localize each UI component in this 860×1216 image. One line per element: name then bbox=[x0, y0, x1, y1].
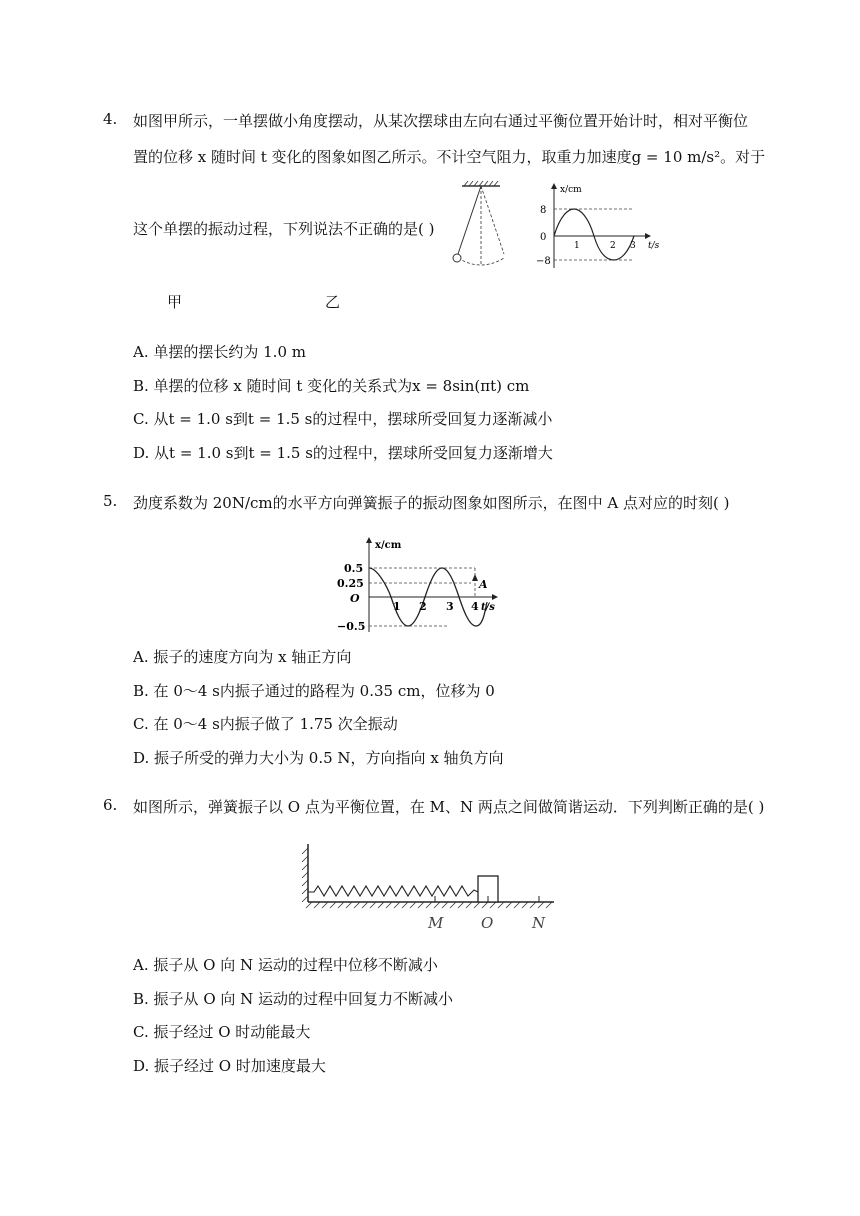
q6-option-d: D. 振子经过 O 时加速度最大 bbox=[133, 1057, 326, 1075]
q5-graph-ytick-m05: −0.5 bbox=[337, 620, 366, 633]
q5-stem: 劲度系数为 20N/cm的水平方向弹簧振子的振动图象如图所示，在图中 A 点对应的时刻( ) bbox=[133, 494, 730, 512]
q5-xt-graph bbox=[335, 536, 505, 634]
q6-option-b: B. 振子从 O 向 N 运动的过程中回复力不断减小 bbox=[133, 990, 454, 1008]
q5-graph-ytick-o: O bbox=[350, 592, 360, 605]
pendulum-figure bbox=[448, 180, 512, 272]
q4-option-c: C. 从t = 1.0 s到t = 1.5 s的过程中，摆球所受回复力逐渐减小 bbox=[133, 410, 553, 428]
q5-graph-xtick-4: 4 bbox=[471, 600, 479, 613]
q5-graph-ytick-025: 0.25 bbox=[337, 577, 364, 590]
q5-graph-xtick-1: 1 bbox=[393, 600, 401, 613]
q4-stem-line2: 置的位移 x 随时间 t 变化的图象如图乙所示。不计空气阻力，取重力加速度g = 10 m/s²。对于 bbox=[133, 148, 766, 166]
q4-label-yi: 乙 bbox=[325, 293, 341, 311]
q5-number: 5. bbox=[103, 492, 118, 510]
q4-option-a: A. 单摆的摆长约为 1.0 m bbox=[133, 343, 306, 361]
q4-stem-line1: 如图甲所示，一单摆做小角度摆动，从某次摆球由左向右通过平衡位置开始计时，相对平衡位 bbox=[133, 112, 749, 130]
q5-graph-ylabel: x/cm bbox=[375, 540, 402, 551]
q5-option-b: B. 在 0～4 s内振子通过的路程为 0.35 cm，位移为 0 bbox=[133, 682, 495, 700]
q5-graph-xtick-2: 2 bbox=[419, 600, 427, 613]
q4-graph-ytick-top: 8 bbox=[540, 205, 547, 216]
q5-graph-point-a: A bbox=[479, 578, 488, 591]
q4-graph-xlabel: t/s bbox=[648, 241, 660, 251]
q4-option-b: B. 单摆的位移 x 随时间 t 变化的关系式为x = 8sin(πt) cm bbox=[133, 377, 530, 395]
q6-number: 6. bbox=[103, 796, 118, 814]
q5-option-c: C. 在 0～4 s内振子做了 1.75 次全振动 bbox=[133, 715, 398, 733]
spring-oscillator-figure bbox=[298, 838, 562, 938]
q4-xt-graph bbox=[530, 180, 670, 270]
q6-option-a: A. 振子从 O 向 N 运动的过程中位移不断减小 bbox=[133, 956, 438, 974]
q4-graph-ytick-bottom: −8 bbox=[536, 256, 551, 267]
label-o: O bbox=[481, 914, 494, 932]
label-m: M bbox=[428, 914, 444, 932]
q5-graph-ytick-05: 0.5 bbox=[344, 562, 364, 575]
q4-label-jia: 甲 bbox=[167, 293, 183, 311]
q4-graph-xtick-1: 1 bbox=[574, 241, 580, 251]
q6-option-c: C. 振子经过 O 时动能最大 bbox=[133, 1023, 311, 1041]
q4-graph-ylabel: x/cm bbox=[560, 185, 582, 195]
q4-stem-line3: 这个单摆的振动过程，下列说法不正确的是( ) bbox=[133, 220, 435, 238]
q5-graph-xlabel: t/s bbox=[481, 602, 495, 613]
q4-graph-ytick-zero: 0 bbox=[540, 232, 547, 243]
q4-graph-xtick-2: 2 bbox=[610, 241, 616, 251]
q4-graph-xtick-3: 3 bbox=[630, 241, 636, 251]
label-n: N bbox=[532, 914, 546, 932]
q6-stem: 如图所示，弹簧振子以 O 点为平衡位置，在 M、N 两点之间做简谐运动．下列判断正确的是( ) bbox=[133, 798, 765, 816]
q4-option-d: D. 从t = 1.0 s到t = 1.5 s的过程中，摆球所受回复力逐渐增大 bbox=[133, 444, 553, 462]
q5-graph-xtick-3: 3 bbox=[446, 600, 454, 613]
q5-option-d: D. 振子所受的弹力大小为 0.5 N，方向指向 x 轴负方向 bbox=[133, 749, 504, 767]
q5-option-a: A. 振子的速度方向为 x 轴正方向 bbox=[133, 648, 352, 666]
q4-number: 4. bbox=[103, 110, 118, 128]
